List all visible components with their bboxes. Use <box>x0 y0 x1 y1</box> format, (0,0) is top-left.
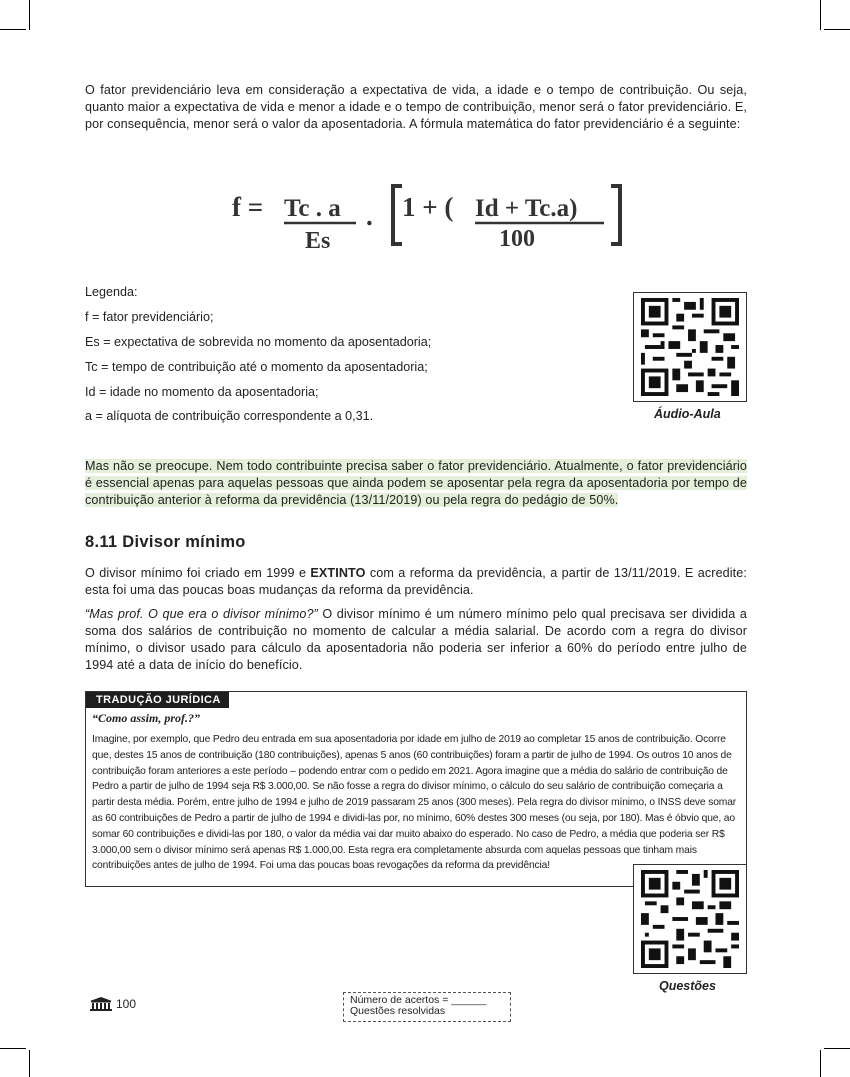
section-title: 8.11 Divisor mínimo <box>85 533 246 551</box>
fator-previdenciario-formula <box>232 180 632 250</box>
qr-code-questoes[interactable] <box>633 864 747 974</box>
traducao-juridica-box <box>85 691 747 887</box>
qr-caption-questoes: Questões <box>659 979 716 993</box>
building-icon <box>90 997 112 1011</box>
box-body: Imagine, por exemplo, que Pedro deu entrada em sua aposentadoria por idade em julho de 2019 ao completar 15 anos de contribuição. Ocorre que, destes 15 anos de contribuição (180 contribuições), apenas 5 anos (60 contribuições) foram a partir de julho de 1994. Os outros 10 anos de contribuição foram anteriores a este período – podendo entrar com o pedido em 2021. Agora imagine que a média do salário de contribuição de Pedro a partir de julho de 1994 seja R$ 3.000,00. Se não fosse a regra do divisor mínimo, o cálculo do seu salário de contribuição começaria a partir desta média. Porém, entre julho de 1994 e julho de 2019 passaram 25 anos (300 meses). Pela regra do divisor mínimo, o INSS deve somar as 60 contribuições de Pedro a partir de julho de 1994 e dividi-las por, no mínimo, 60% destes 300 meses (ou seja, por 180). Mas é óbvio que, ao somar 60 contribuições e dividi-las por 180, o valor da média vai dar muito abaixo do esperado. No caso de Pedro, a média que poderia ser R$ 3.000,00 sem o divisor mínimo será apenas R$ 1.000,00. Esta regra era completamente absurda com aquelas pessoas que tinham mais contribuições antes de julho de 1994. Foi uma das poucas boas revogações da reforma da previdência! <box>92 734 737 872</box>
formula-inner-num: Id + Tc.a) <box>475 195 578 222</box>
qr-code-audio-aula[interactable] <box>633 292 747 402</box>
intro-paragraph: O fator previdenciário leva em consideração a expectativa de vida, a idade e o tempo de contribuição. Ou seja, quanto maior a expectativa de vida e menor a idade e o tempo de contribuição, menor será o fator previdenciário. E, por consequência, menor será o valor da aposentadoria. A fórmula matemática do fator previdenciário é a seguinte: <box>85 83 747 131</box>
formula-frac1-den: Es <box>305 228 331 250</box>
qr-code-icon <box>640 298 740 396</box>
italic-question: “Mas prof. O que era o divisor mínimo?” <box>85 607 318 621</box>
formula-inner-lead: 1 + ( <box>402 192 454 222</box>
bold-text: EXTINTO <box>310 566 366 580</box>
legend-item: f = fator previdenciário; <box>85 310 214 324</box>
crop-mark <box>824 29 850 30</box>
formula-inner-den: 100 <box>499 226 535 250</box>
formula-frac1-num: Tc . a <box>284 195 341 222</box>
crop-mark <box>0 1048 26 1049</box>
legend-item: Es = expectativa de sobrevida no momento da aposentadoria; <box>85 335 432 349</box>
crop-mark <box>820 1050 821 1077</box>
legend-title: Legenda: <box>85 285 138 299</box>
legend-item: Tc = tempo de contribuição até o momento da aposentadoria; <box>85 360 428 374</box>
crop-mark <box>0 29 26 30</box>
formula-dot: . <box>366 201 373 231</box>
text-run: com a reforma da previdência, a partir de 13/11/2019. E acredite: esta foi uma das poucas boas mudanças da reforma da previdência. <box>85 566 747 597</box>
text-run: O divisor mínimo é um número mínimo pelo qual precisava ser dividida a soma dos salários de contribuição no momento de calcular a média salarial. De acordo com a regra do divisor mínimo, o divisor usado para cálculo da aposentadoria não poderia ser inferior a 60% do período entre julho de 1994 até a data de início do benefício. <box>85 607 747 672</box>
divisor-paragraph-1 <box>85 565 747 599</box>
crop-mark <box>820 0 821 30</box>
highlight-paragraph <box>85 458 747 509</box>
crop-mark <box>29 0 30 30</box>
highlight-text: Mas não se preocupe. Nem todo contribuinte precisa saber o fator previdenciário. Atualmente, o fator previdenciário é essencial apenas para aquelas pessoas que ainda podem se aposentar pela regra da aposentadoria por tempo de contribuição anterior à reforma da previdência (13/11/2019) ou pela regra do pedágio de 50%. <box>85 459 747 507</box>
formula-lhs: f = <box>232 192 264 222</box>
page-footer <box>90 997 136 1011</box>
crop-mark <box>29 1050 30 1077</box>
qr-caption-audio: Áudio-Aula <box>654 407 721 421</box>
legend-item: a = alíquota de contribuição correspondente a 0,31. <box>85 409 374 423</box>
page-number: 100 <box>116 997 137 1011</box>
score-counter-box <box>343 992 511 1022</box>
qr-code-icon <box>640 870 740 968</box>
box-subtitle: “Como assim, prof.?” <box>92 711 201 725</box>
legend-item: Id = idade no momento da aposentadoria; <box>85 385 319 399</box>
box-tag: TRADUÇÃO JURÍDICA <box>86 692 229 708</box>
counter-line-2: Questões resolvidas <box>350 1005 446 1017</box>
text-run: O divisor mínimo foi criado em 1999 e <box>85 566 311 580</box>
divisor-paragraph-2 <box>85 606 747 674</box>
crop-mark <box>824 1048 850 1049</box>
counter-line-1: Número de acertos = ______ <box>350 994 487 1006</box>
